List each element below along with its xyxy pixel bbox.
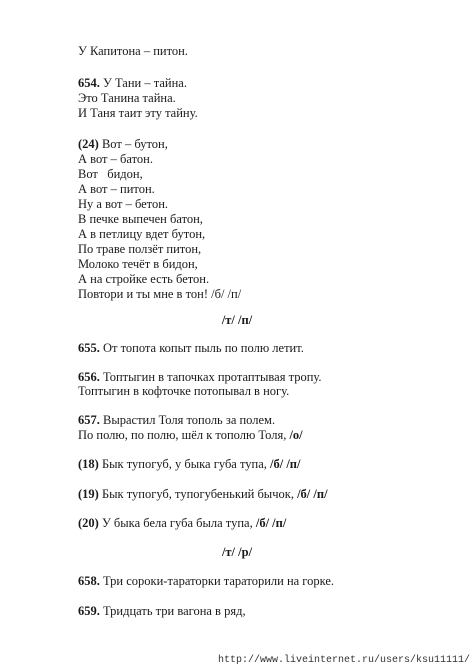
line-text: У быка бела губа была тупа, [101,516,253,530]
exercise-number: 656. [78,370,100,384]
exercise-24 [78,137,168,152]
exercise-657 [78,413,275,428]
line-text: Бык тупогуб, у быка губа тупа, [101,457,267,471]
exercise-number: 659. [78,604,100,618]
line-text: И Таня таит эту тайну. [78,106,198,120]
text-line [78,227,205,242]
line-text: Повтори и ты мне в тон! /б/ /п/ [78,287,242,301]
line-text: Топтыгин в кофточке потопывал в ногу. [78,384,290,398]
line-text: У Тани – тайна. [103,76,187,90]
text-line [78,428,303,443]
exercise-659 [78,604,246,619]
line-text: Бык тупогуб, тупогубенький бычок, [101,487,294,501]
section-heading: /т/ /п/ [221,313,253,327]
exercise-number: (20) [78,516,99,530]
line-text: А в петлицу вдет бутон, [78,227,206,241]
text-line [78,212,203,227]
exercise-number: (18) [78,457,99,471]
line-text: У Капитона – питон. [78,44,188,58]
text-line [78,91,176,106]
text-line [78,44,188,59]
line-text: По полю, по полю, шёл к тополю Толя, [78,428,287,442]
line-text: Топтыгин в тапочках протаптывая тропу. [103,370,322,384]
line-text: Это Танина тайна. [78,91,176,105]
line-text: А на стройке есть бетон. [78,272,210,286]
text-line [78,167,143,182]
text-line [78,242,201,257]
exercise-655 [78,341,304,356]
sound-tag: /о/ [289,428,303,442]
source-url-watermark: http://www.liveinternet.ru/users/ksu11111/ [217,655,470,666]
sound-tag: /б/ /п/ [297,487,328,501]
exercise-19 [78,487,328,502]
exercise-number: 658. [78,574,100,588]
exercise-654 [78,76,187,91]
text-line [78,384,289,399]
line-text: А вот – батон. [78,152,153,166]
sound-tag: /б/ /п/ [255,516,287,530]
line-text: Вырастил Толя тополь за полем. [103,413,276,427]
line-text: Молоко течёт в бидон, [78,257,198,271]
line-text: А вот – питон. [78,182,155,196]
exercise-658 [78,574,334,589]
text-line [78,152,153,167]
text-line [78,197,168,212]
line-text: В печке выпечен батон, [78,212,203,226]
exercise-number: (19) [78,487,99,501]
line-text: Вот бидон, [78,167,143,181]
exercise-18 [78,457,300,472]
exercise-number: (24) [78,137,99,151]
sound-tag: /б/ /п/ [270,457,301,471]
exercise-number: 654. [78,76,100,90]
line-text: Вот – бутон, [101,137,168,151]
text-line [78,257,198,272]
exercise-656 [78,370,322,385]
section-heading: /т/ /р/ [221,545,253,559]
line-text: Ну а вот – бетон. [78,197,169,211]
text-line [78,287,241,302]
line-text: По траве ползёт питон, [78,242,202,256]
exercise-number: 655. [78,341,100,355]
text-line [78,106,198,121]
exercise-number: 657. [78,413,100,427]
line-text: От топота копыт пыль по полю летит. [103,341,304,355]
text-line [78,182,155,197]
text-line [78,272,209,287]
line-text: Тридцать три вагона в ряд, [103,604,246,618]
line-text: Три сороки-тараторки тараторили на горке. [103,574,335,588]
exercise-20 [78,516,286,531]
